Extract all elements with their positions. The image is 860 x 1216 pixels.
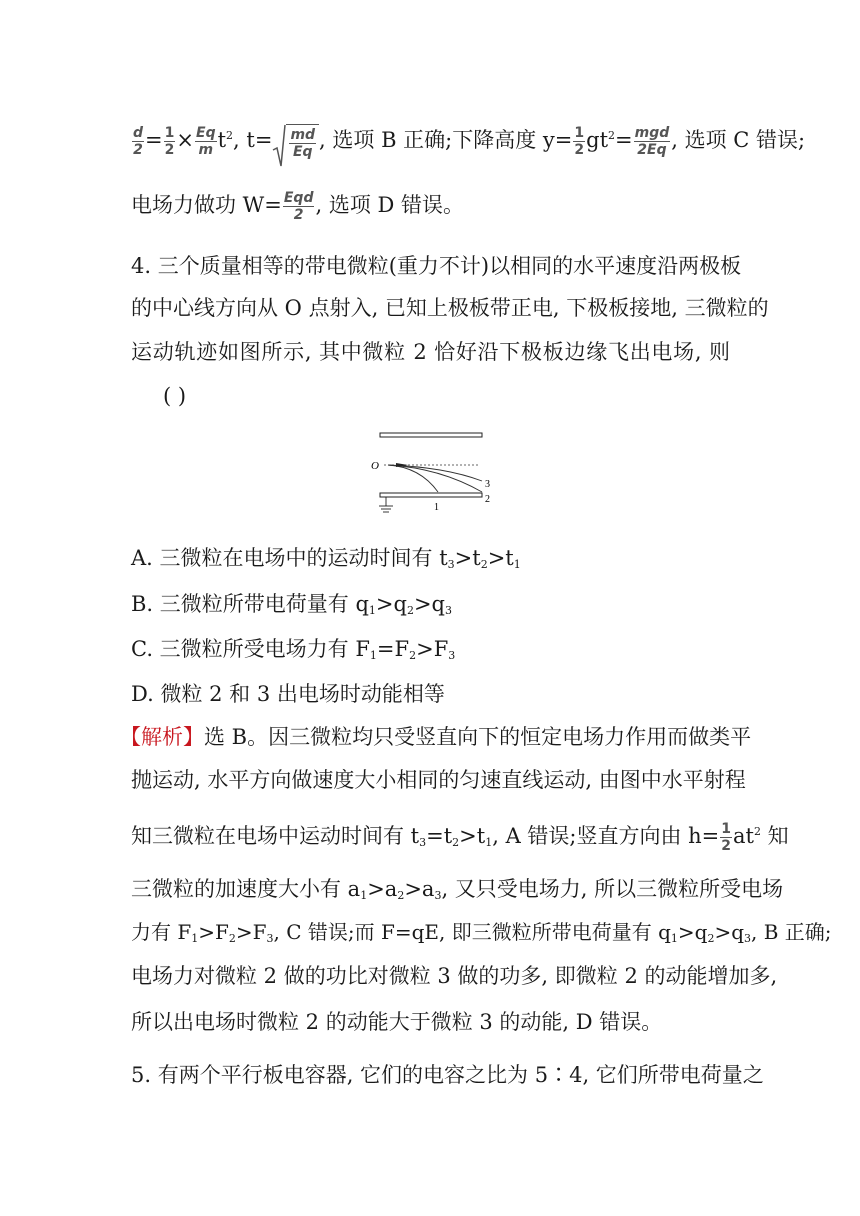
label-2: 2 (485, 494, 490, 505)
analysis-tag: 【解析】 (120, 725, 204, 749)
label-o: O (371, 460, 379, 472)
label-3: 3 (485, 479, 490, 490)
capacitor-trajectory-figure (360, 430, 500, 520)
option-d: D. 微粒 2 和 3 出电场时动能相等 (131, 682, 445, 706)
square-root (272, 124, 319, 160)
question-4-line-2: 的中心线方向从 O 点射入, 已知上极板带正电, 下极板接地, 三微粒的 (131, 296, 769, 320)
solution-line-2: 电场力做功 W= $\frac{\text{Eqd}}{2}$ , 选项 D 错误。 (131, 190, 465, 223)
label-1: 1 (434, 502, 439, 513)
analysis-line-7: 所以出电场时微粒 2 的动能大于微粒 3 的动能, D 错误。 (131, 1010, 663, 1034)
fraction-d-over-2: $\frac{d}{2}$ (133, 125, 144, 158)
fraction-half-3: $\frac{1}{2}$ (721, 821, 732, 854)
analysis-line-4: 三微粒的加速度大小有 $a_1>a_2>a_3$, 又只受电场力, 所以三微粒所受电场 (131, 877, 784, 902)
option-c: C. 三微粒所受电场力有 $F_1=F_2>F_3$ (131, 637, 456, 662)
fraction-eq-over-m: $\frac{Eq}{m}$ (196, 125, 216, 158)
question-4-line-1: 4. 三个质量相等的带电微粒(重力不计)以相同的水平速度沿两极板 (131, 254, 742, 278)
analysis-line-2: 抛运动, 水平方向做速度大小相同的匀速直线运动, 由图中水平射程 (131, 768, 746, 792)
answer-bracket: ( ) (163, 384, 187, 408)
fraction-md-over-eq: $\frac{md}{Eq}$ (290, 126, 316, 160)
upper-plate (380, 433, 482, 437)
analysis-line-1: 【解析】选 B。因三微粒均只受竖直向下的恒定电场力作用而做类平 (120, 725, 752, 749)
fraction-half: $\frac{1}{2}$ (164, 125, 175, 158)
analysis-line-6: 电场力对微粒 2 做的功比对微粒 3 做的功多, 即微粒 2 的动能增加多, (131, 964, 778, 988)
fraction-mgd-over-2eq: $\frac{\text{mgd}}{2Eq}$ (634, 125, 670, 158)
lower-plate (380, 493, 482, 497)
radical-sign-icon (272, 124, 286, 168)
analysis-line-3: 知三微粒在电场中运动时间有 $t_3=t_2>t_1$, A 错误;竖直方向由 h= $\frac{1}{2}$ $at^2$ 知 (131, 821, 789, 854)
option-a: A. 三微粒在电场中的运动时间有 $t_3>t_2>t_1$ (131, 546, 521, 571)
fraction-half-2: $\frac{1}{2}$ (574, 125, 585, 158)
trajectory-1 (388, 465, 438, 492)
solution-line-1: $\frac{d}{2}$ = $\frac{1}{2}$ × $\frac{Eq}{m}$ $t^2$, t= $\frac{md}{Eq}$ , 选项 B 正确;下降高度 y= $\frac{1}{2}$ $gt^2=$ $\frac{\text{mgd}}{2Eq}$ , 选项 C 错误; (131, 122, 805, 160)
question-5-line-1: 5. 有两个平行板电容器, 它们的电容之比为 5∶4, 它们所带电荷量之 (131, 1063, 764, 1087)
analysis-line-5: 力有 $F_1>F_2>F_3$, C 错误;而 F=qE, 即三微粒所带电荷量有 $q_1>q_2>q_3$, B 正确; (131, 920, 832, 945)
question-4-line-3: 运动轨迹如图所示, 其中微粒 2 恰好沿下极板边缘飞出电场, 则 (131, 340, 730, 364)
option-b: B. 三微粒所带电荷量有 $q_1>q_2>q_3$ (131, 592, 452, 617)
fraction-eqd-over-2: $\frac{\text{Eqd}}{2}$ (283, 190, 314, 223)
